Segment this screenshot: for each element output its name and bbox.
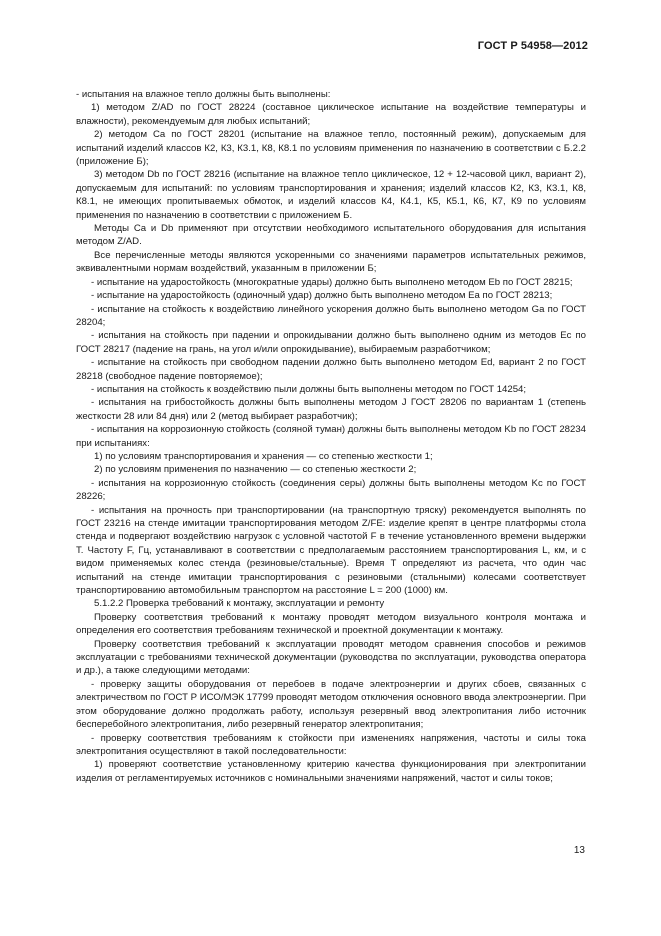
paragraph: - испытание на ударостойкость (многократные удары) должно быть выполнено методом Eb по ГОСТ 28215; <box>91 276 573 288</box>
paragraph: 2) методом Ca по ГОСТ 28201 (испытание на влажное тепло, постоянный режим), допускаемым для испытаний изделий классов К2, К3, К3.1, К8, К8.1 по условиям применения по назначению в соответствии с Б.2.2 (приложение Б); <box>76 129 586 168</box>
paragraph: - испытание на ударостойкость (одиночный удар) должно быть выполнено методом Ea по ГОСТ 28213; <box>91 290 553 302</box>
paragraph: - испытания на стойкость при падении и опрокидывании должно быть выполнено одним из методов Ec по ГОСТ 28217 (падение на грань, на угол и/или опрокидывание), выбираемым разработчиком; <box>76 330 586 355</box>
paragraph: - испытания на прочность при транспортировании (на транспортную тряску) рекомендуется выполнять по ГОСТ 23216 на стенде имитации транспортирования методом Z/FE: изделие крепят в центре платформы стола стенда и подвергают воздействию нагрузок с условной частотой F в течение установленного времени выдержки T. Частоту F, Гц, устанавливают в соответствии с предполагаемым расстоянием транспортирования L, км, и с видом применяемых колес стенда (резиновые/стальные). Время T определяют из расчета, что один час испытаний на стенде имитации транспортирования с резиновыми (стальными) колесами соответствует транспортированию автомобильным транспортом на расстояние L = 200 (1000) км. <box>76 504 586 597</box>
page-number: 13 <box>573 845 585 856</box>
paragraph: - испытания на влажное тепло должны быть выполнены: <box>76 89 331 100</box>
paragraph: Все перечисленные методы являются ускоренными со значениями параметров испытательных режимов, эквивалентными нормам воздействий, указанным в приложении Б; <box>76 249 586 275</box>
paragraph: 3) методом Db по ГОСТ 28216 (испытание на влажное тепло циклическое, 12 + 12-часовой цикл, вариант 2), допускаемым для испытаний: по условиям транспортирования и хранения; изделий классов К2, К3, К3.1, К8, К8.1, не имеющих пропитываемых обмоток, и изделий классов К4, К4.1, К5, К5.1, К6, К7, К9 по условиям применения по назначению в соответствии с приложением Б. <box>76 169 586 221</box>
paragraph: - испытания на стойкость к воздействию пыли должны быть выполнены методом по ГОСТ 14254; <box>91 383 527 395</box>
paragraph: - проверку соответствия требованиям к стойкости при изменениях напряжения, частоты и силы тока электропитания осуществляют в такой последовательности: <box>76 732 586 757</box>
paragraph: - испытания на грибостойкость должны быть выполнены методом J ГОСТ 28206 по вариантам 1 (степень жесткости 28 или 84 дня) или 2 (метод выбирает разработчик); <box>76 397 586 422</box>
paragraph: - испытания на коррозионную стойкость (соединения серы) должны быть выполнены методом Kc по ГОСТ 28226; <box>76 477 586 503</box>
paragraph: - испытание на стойкость при свободном падении должно быть выполнено методом Ed, вариант 2 по ГОСТ 28218 (свободное падение повторяемое); <box>76 357 586 382</box>
section-heading: 5.1.2.2 Проверка требований к монтажу, эксплуатации и ремонту <box>94 598 385 610</box>
paragraph: Проверку соответствия требований к эксплуатации проводят методом сравнения способов и режимов эксплуатации с требованиями технической документации (руководства по эксплуатации, руководства оператора и др.), а также следующими методами: <box>76 638 586 677</box>
paragraph: 2) по условиям применения по назначению — со степенью жесткости 2; <box>94 464 417 476</box>
paragraph: - проверку защиты оборудования от перебоев в подаче электроэнергии и других сбоев, связанных с электричеством по ГОСТ Р ИСО/МЭК 17799 проводят методом отключения основного ввода электроэнергии. При этом оборудование должно продолжать работу, используя резервный ввод электропитания либо источник бесперебойного электропитания, либо резервный генератор электропитания; <box>76 678 586 731</box>
paragraph: Проверку соответствия требований к монтажу проводят методом визуального контроля монтажа и определения его соответствия требованиям технической и проектной документации к монтажу. <box>76 611 586 637</box>
paragraph: 1) проверяют соответствие установленному критерию качества функционирования при электропитании изделия от регламентируемых источников с номинальными значениями напряжений, частот и силы токов; <box>76 759 586 784</box>
paragraph: 1) методом Z/AD по ГОСТ 28224 (составное циклическое испытание на воздействие температуры и влажности), рекомендуемым для любых испытаний; <box>76 102 586 127</box>
document-body <box>76 88 586 785</box>
paragraph: Методы Ca и Db применяют при отсутствии необходимого испытательного оборудования для испытания методом Z/AD. <box>76 223 586 248</box>
paragraph: 1) по условиям транспортирования и хранения — со степенью жесткости 1; <box>94 450 433 462</box>
paragraph: - испытание на стойкость к воздействию линейного ускорения должно быть выполнено методом Ga по ГОСТ 28204; <box>76 303 586 328</box>
document-header: ГОСТ Р 54958—2012 <box>477 40 588 52</box>
paragraph: - испытания на коррозионную стойкость (соляной туман) должны быть выполнены методом Kb по ГОСТ 28234 при испытаниях: <box>76 424 586 449</box>
